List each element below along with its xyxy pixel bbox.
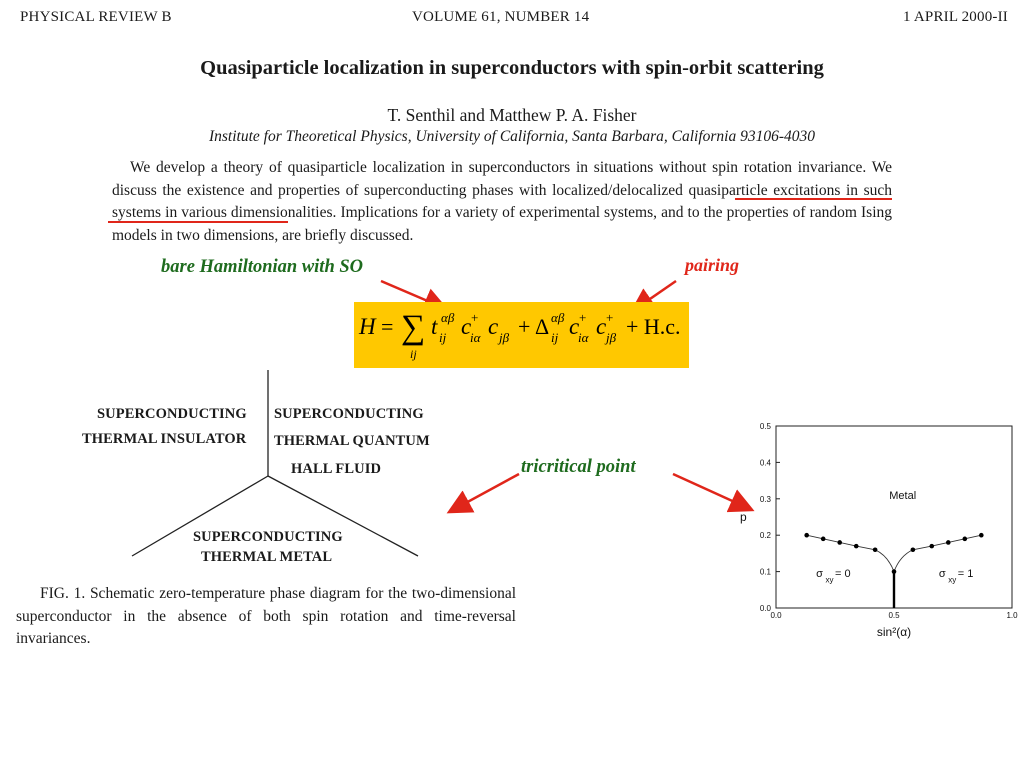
paper-affiliation: Institute for Theoretical Physics, University of California, Santa Barbara, California 93106-4030 bbox=[208, 128, 816, 145]
y-axis-label: p bbox=[740, 510, 747, 524]
eq-t-sup: αβ bbox=[441, 310, 455, 325]
x-tick-label: 0.0 bbox=[770, 611, 782, 620]
region-label-metal: Metal bbox=[889, 489, 917, 502]
eq-c1-sup: + bbox=[471, 310, 479, 325]
y-tick-label: 0.2 bbox=[759, 531, 771, 541]
phase-label-quantum-3: HALL FLUID bbox=[291, 461, 382, 477]
data-point bbox=[911, 547, 916, 552]
annotation-bare-hamiltonian: bare Hamiltonian with SO bbox=[161, 257, 364, 277]
y-tick-label: 0.0 bbox=[759, 604, 771, 613]
eq-plus: + bbox=[518, 314, 531, 339]
annotation-pairing: pairing bbox=[685, 255, 740, 275]
data-point bbox=[821, 537, 826, 542]
figure-caption: FIG. 1. Schematic zero-temperature phase diagram for the two-dimensional superconductor in the absence of both spin rotation and time-reversal invariances. bbox=[16, 585, 516, 647]
boundary-curve-left bbox=[807, 535, 894, 571]
data-point bbox=[929, 544, 934, 549]
eq-t: t bbox=[431, 314, 438, 339]
y-tick-label: 0.1 bbox=[759, 567, 771, 577]
eq-delta-sub: ij bbox=[551, 330, 559, 345]
data-point bbox=[963, 537, 968, 542]
data-point bbox=[979, 533, 984, 538]
eq-delta: Δ bbox=[535, 314, 550, 339]
eq-c3-sup: + bbox=[579, 310, 587, 325]
phase-label-quantum-1: SUPERCONDUCTING bbox=[274, 406, 424, 422]
region-label-sigma-left-sub: xy bbox=[825, 575, 834, 585]
phase-boundary-chart bbox=[740, 410, 1022, 650]
data-point bbox=[946, 540, 951, 545]
x-tick-label: 1.0 bbox=[1006, 611, 1018, 620]
data-point bbox=[873, 547, 878, 552]
boundary-curve-right bbox=[894, 535, 981, 571]
region-label-sigma-left: σ bbox=[816, 568, 823, 581]
eq-c4: c bbox=[596, 314, 607, 339]
annotation-tricritical-point: tricritical point bbox=[521, 457, 636, 477]
eq-h: H bbox=[359, 314, 376, 339]
eq-delta-sup: αβ bbox=[551, 310, 565, 325]
eq-c1: c bbox=[461, 314, 472, 339]
eq-equals: = bbox=[381, 314, 394, 339]
eq-sum-index: ij bbox=[410, 347, 417, 361]
abstract-part1: We develop a theory of quasiparticle localization in superconductors in situations without spin rotation invariance. We discuss the existence and properties of superconducting phases with bbox=[112, 159, 892, 199]
eq-c2-sub: jβ bbox=[499, 330, 510, 345]
x-axis-label: sin²(α) bbox=[876, 625, 912, 639]
region-label-sigma-left-value: = 0 bbox=[835, 568, 851, 581]
phase-label-metal-2: THERMAL METAL bbox=[201, 549, 333, 565]
abstract-part2: in such systems in various dimensionalities. Implications for a variety of experimental systems, and to the properties of random Ising models in two dimensions, are briefly discussed. bbox=[112, 181, 893, 244]
eq-c4-sup: + bbox=[606, 310, 614, 325]
paper-authors: T. Senthil and Matthew P. A. Fisher bbox=[387, 105, 637, 125]
volume-number: VOLUME 61, NUMBER 14 bbox=[412, 9, 590, 25]
data-point bbox=[854, 544, 859, 549]
eq-c3-sub: iα bbox=[578, 330, 589, 345]
eq-hc: + H.c. bbox=[626, 314, 681, 339]
region-label-sigma-right: σ bbox=[938, 568, 946, 581]
issue-date: 1 APRIL 2000-II bbox=[903, 9, 1008, 25]
data-point bbox=[837, 540, 842, 545]
data-point bbox=[804, 533, 809, 538]
phase-label-quantum-2: THERMAL QUANTUM bbox=[274, 433, 430, 449]
region-label-sigma-right-sub: xy bbox=[948, 575, 957, 585]
data-point bbox=[892, 569, 897, 574]
phase-label-insulator-2: THERMAL INSULATOR bbox=[82, 431, 247, 447]
y-tick-label: 0.5 bbox=[759, 422, 771, 431]
eq-c4-sub: jβ bbox=[606, 330, 617, 345]
phase-label-metal-1: SUPERCONDUCTING bbox=[193, 529, 343, 545]
region-label-sigma-right-value: = 1 bbox=[957, 568, 974, 581]
eq-sum: ∑ bbox=[401, 309, 426, 346]
abstract-highlight: localized/delocalized quasiparticle excitations bbox=[552, 181, 841, 199]
eq-c2: c bbox=[488, 314, 499, 339]
journal-name: PHYSICAL REVIEW B bbox=[20, 9, 172, 25]
eq-t-sub: ij bbox=[439, 330, 447, 345]
y-tick-label: 0.4 bbox=[759, 458, 771, 468]
x-tick-label: 0.5 bbox=[888, 611, 900, 620]
eq-c3: c bbox=[569, 314, 580, 339]
phase-label-insulator-1: SUPERCONDUCTING bbox=[97, 406, 247, 422]
y-tick-label: 0.3 bbox=[759, 494, 771, 504]
paper-title: Quasiparticle localization in superconductors with spin-orbit scattering bbox=[200, 57, 824, 79]
eq-c1-sub: iα bbox=[470, 330, 481, 345]
